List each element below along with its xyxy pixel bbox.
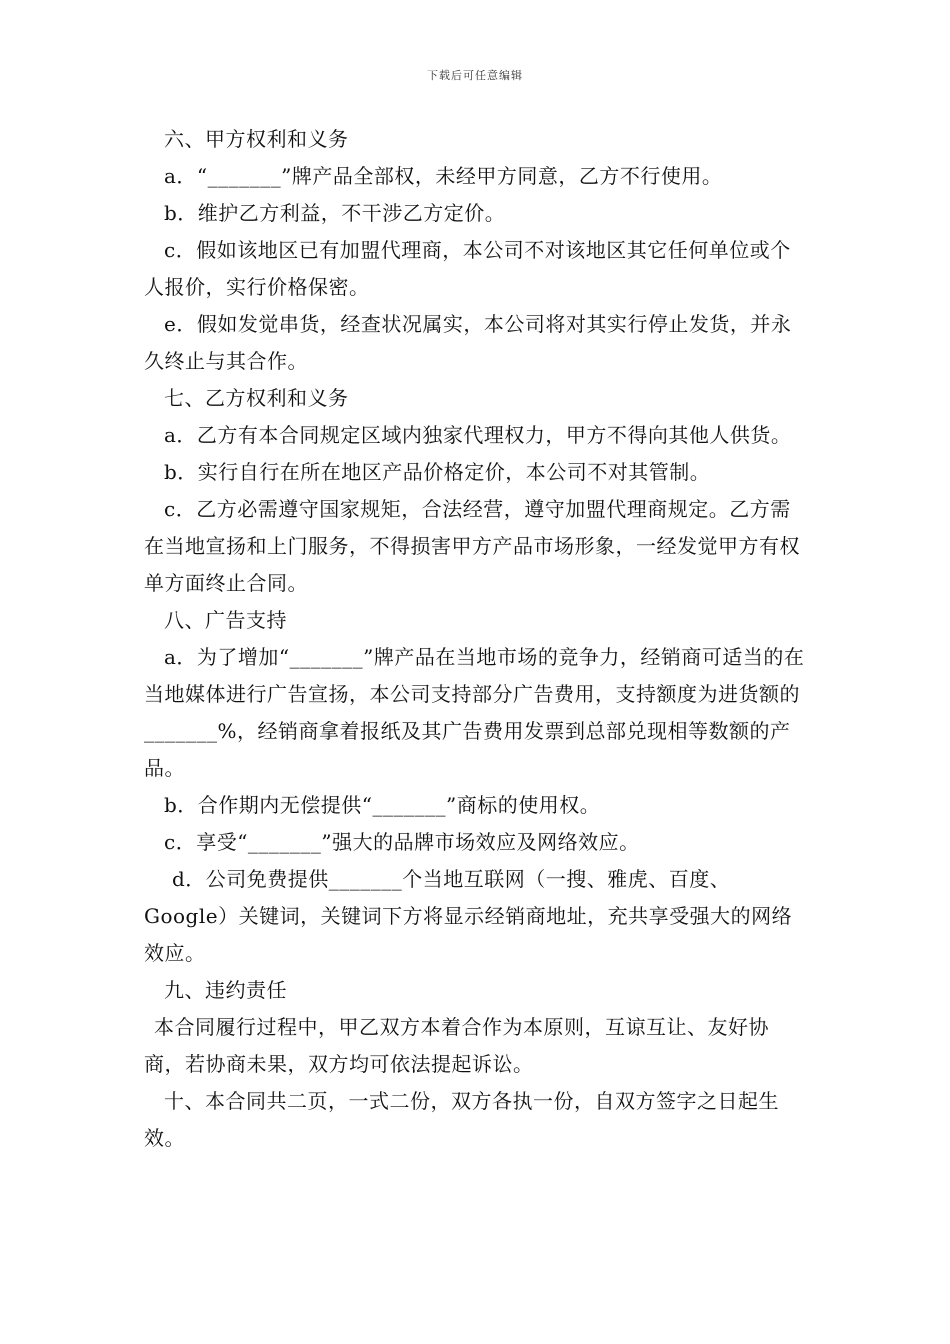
- section-6-item-b: b．维护乙方利益，不干涉乙方定价。: [164, 201, 506, 225]
- section-6-item-a: a．“_______”牌产品全部权，未经甲方同意，乙方不行使用。: [164, 164, 723, 188]
- section-8-item-c: c．享受“_______”强大的品牌市场效应及网络效应。: [164, 830, 640, 854]
- section-6-item-c: c．假如该地区已有加盟代理商，本公司不对该地区其它任何单位或个人报价，实行价格保密。: [144, 238, 791, 299]
- section-8-item-b: b．合作期内无偿提供“_______”商标的使用权。: [164, 793, 601, 817]
- section-7-item-c: c．乙方必需遵守国家规矩，合法经营，遵守加盟代理商规定。乙方需在当地宣扬和上门服务，不得损害甲方产品市场形象，一经发觉甲方有权单方面终止合同。: [144, 497, 800, 595]
- section-8-item-d: d．公司免费提供_______个当地互联网（一搜、雅虎、百度、Google）关键词，关键词下方将显示经销商地址，充共享受强大的网络效应。: [144, 867, 793, 965]
- section-7-item-b: b．实行自行在所在地区产品价格定价，本公司不对其管制。: [164, 460, 711, 484]
- section-8-item-a: a．为了增加“_______”牌产品在当地市场的竞争力，经销商可适当的在当地媒体进行广告宣扬，本公司支持部分广告费用，支持额度为进货额的_______%，经销商拿着报纸及其广告费用发票到总部兑现相等数额的产品。: [144, 645, 805, 780]
- page-header-note: 下载后可任意编辑: [427, 69, 523, 82]
- section-6-heading: 六、甲方权利和义务: [164, 127, 349, 151]
- section-10-body: 十、本合同共二页，一式二份，双方各执一份，自双方签字之日起生效。: [144, 1089, 779, 1150]
- section-7-heading: 七、乙方权利和义务: [164, 386, 349, 410]
- document-body: [144, 121, 806, 1157]
- section-8-heading: 八、广告支持: [164, 608, 287, 632]
- section-7-item-a: a．乙方有本合同规定区域内独家代理权力，甲方不得向其他人供货。: [164, 423, 792, 447]
- section-9-body: 本合同履行过程中，甲乙双方本着合作为本原则，互谅互让、友好协商，若协商未果，双方均可依法提起诉讼。: [144, 1015, 769, 1076]
- section-6-item-e: e．假如发觉串货，经查状况属实，本公司将对其实行停止发货，并永久终止与其合作。: [144, 312, 792, 373]
- section-9-heading: 九、违约责任: [164, 978, 287, 1002]
